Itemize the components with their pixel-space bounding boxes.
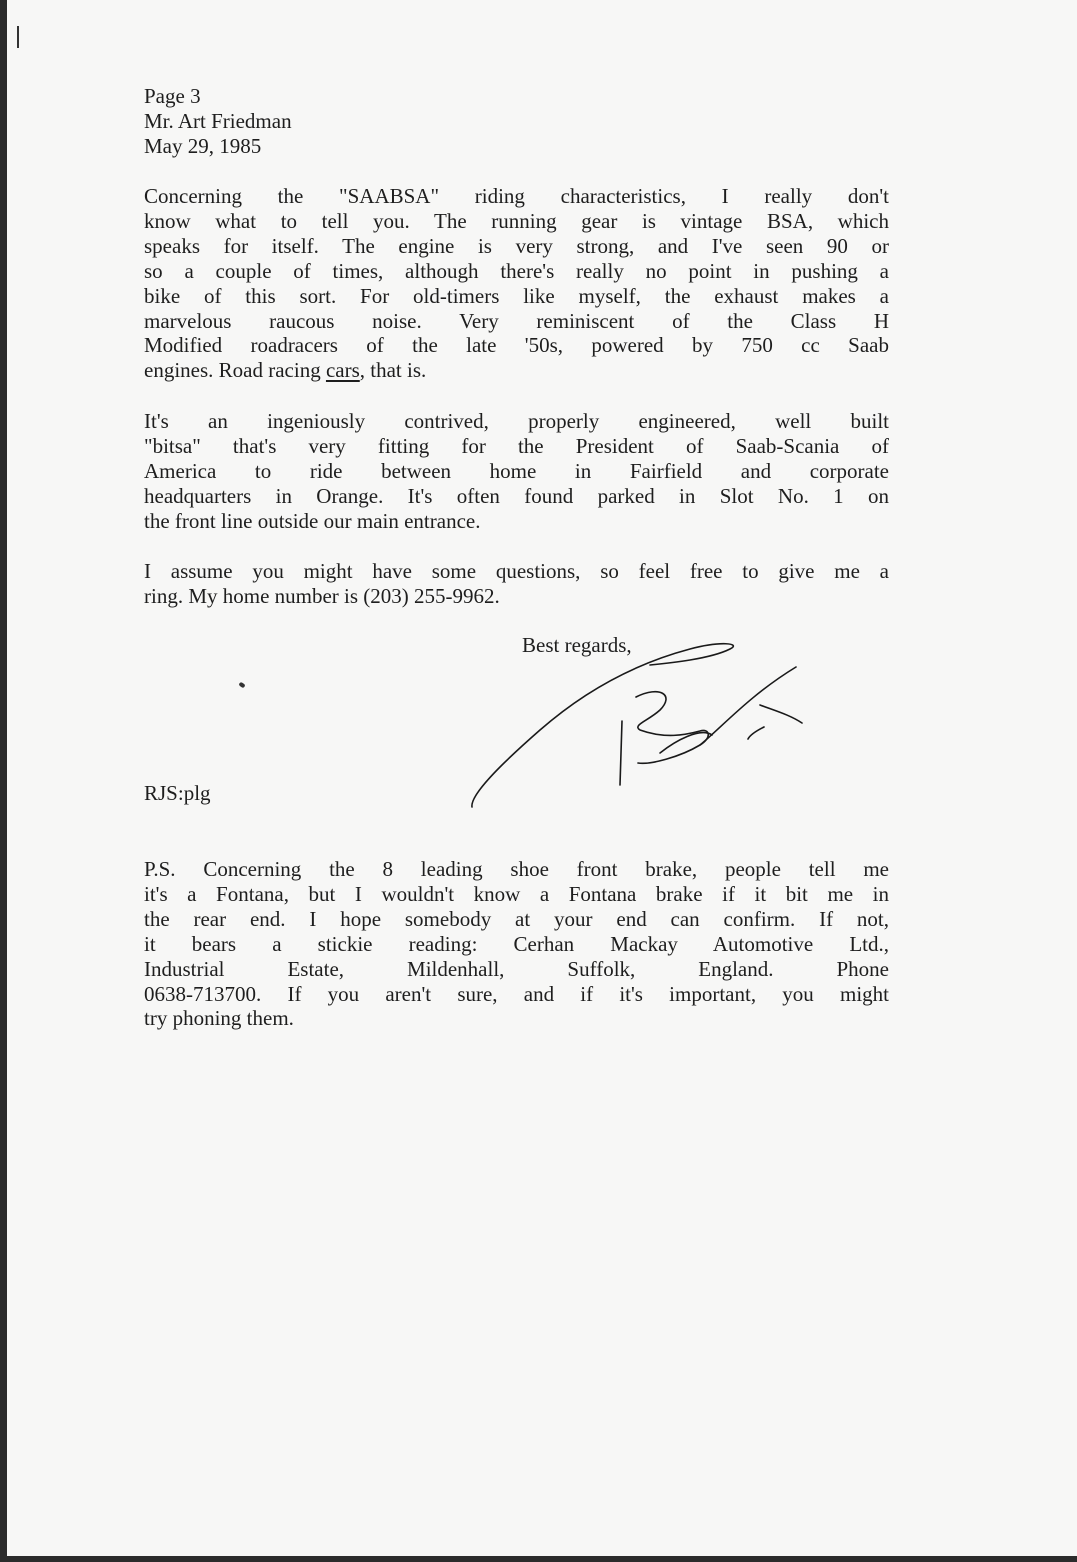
scan-left-border xyxy=(0,0,7,1562)
text-segment: , that is. xyxy=(359,358,427,383)
paragraph-line: know what to tell you. The running gear is vintage BSA, which xyxy=(144,208,889,233)
paragraph-line: Industrial Estate, Mildenhall, Suffolk, England. Phone xyxy=(144,956,889,981)
letter-date: May 29, 1985 xyxy=(144,133,262,158)
scan-bottom-border xyxy=(0,1556,1077,1562)
paragraph-line: "bitsa" that's very fitting for the President of Saab-Scania of xyxy=(144,433,889,458)
paragraph-line: bike of this sort. For old-timers like myself, the exhaust makes a xyxy=(144,283,889,308)
body-paragraph-2 xyxy=(144,409,889,534)
body-paragraph-1 xyxy=(144,184,889,383)
paragraph-line: Concerning the "SAABSA" riding characteristics, I really don't xyxy=(144,184,889,208)
postscript-paragraph xyxy=(144,857,889,1031)
paragraph-line: speaks for itself. The engine is very strong, and I've seen 90 or xyxy=(144,233,889,258)
paragraph-line: Modified roadracers of the late '50s, powered by 750 cc Saab xyxy=(144,333,889,358)
closing-salutation: Best regards, xyxy=(522,633,632,657)
paragraph-line: it bears a stickie reading: Cerhan Mackay Automotive Ltd., xyxy=(144,931,889,956)
typist-initials: RJS:plg xyxy=(144,781,211,805)
text-segment: engines. Road racing xyxy=(144,358,326,383)
paragraph-line: P.S. Concerning the 8 leading shoe front brake, people tell me xyxy=(144,857,889,881)
underlined-word: cars xyxy=(325,358,360,383)
paragraph-line: so a couple of times, although there's really no point in pushing a xyxy=(144,258,889,283)
ink-speck xyxy=(238,682,245,689)
paragraph-last-line: try phoning them. xyxy=(144,1006,294,1031)
paragraph-line: It's an ingeniously contrived, properly engineered, well built xyxy=(144,409,889,433)
paragraph-line: marvelous raucous noise. Very reminiscent of the Class H xyxy=(144,308,889,333)
page-number: Page 3 xyxy=(144,84,201,108)
letter-header xyxy=(144,84,889,159)
paragraph-line: 0638-713700. If you aren't sure, and if it's important, you might xyxy=(144,981,889,1006)
paragraph-last-line: ring. My home number is (203) 255-9962. xyxy=(144,583,500,608)
paragraph-line: I assume you might have some questions, so feel free to give me a xyxy=(144,559,889,583)
body-paragraph-3 xyxy=(144,559,889,609)
paragraph-line: headquarters in Orange. It's often found parked in Slot No. 1 on xyxy=(144,483,889,508)
paragraph-last-line: the front line outside our main entrance. xyxy=(144,508,481,533)
recipient-name: Mr. Art Friedman xyxy=(144,108,292,133)
paragraph-line: America to ride between home in Fairfield and corporate xyxy=(144,458,889,483)
paragraph-line: the rear end. I hope somebody at your end can confirm. If not, xyxy=(144,906,889,931)
handwritten-signature xyxy=(460,635,820,815)
paragraph-last-line xyxy=(144,358,889,383)
paragraph-line: it's a Fontana, but I wouldn't know a Fontana brake if it bit me in xyxy=(144,881,889,906)
margin-mark xyxy=(17,26,19,48)
